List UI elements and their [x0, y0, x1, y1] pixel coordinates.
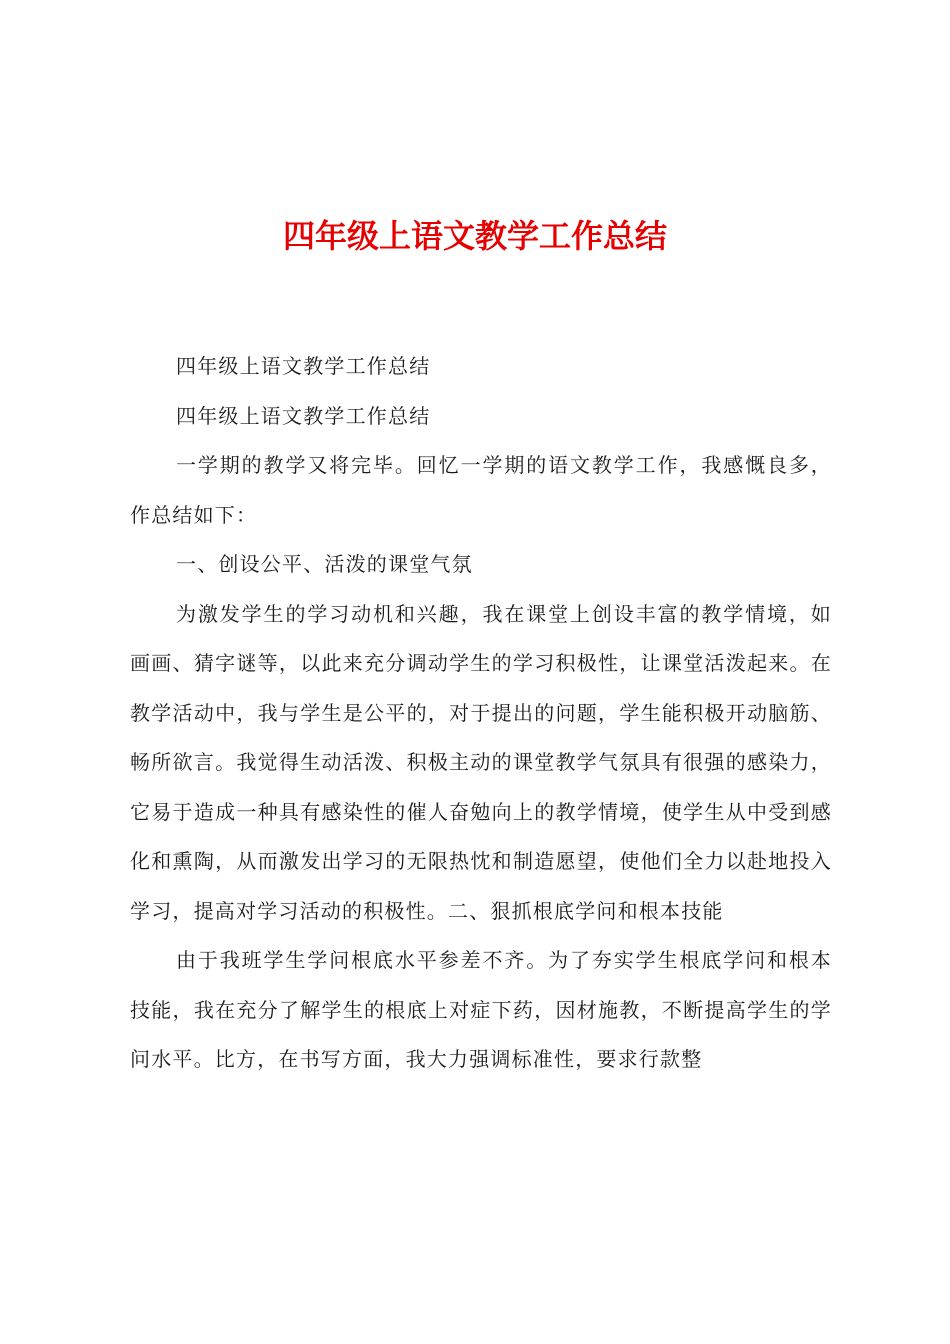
document-body	[130, 342, 832, 1085]
paragraph-intro: 一学期的教学又将完毕。回忆一学期的语文教学工作，我感慨良多，作总结如下：	[130, 453, 832, 527]
paragraph-heading-repeat-2: 四年级上语文教学工作总结	[176, 403, 431, 428]
paragraph-section-1: 为激发学生的学习动机和兴趣，我在课堂上创设丰富的教学情境，如画画、猜字谜等，以此来充分调动学生的学习积极性，让课堂活泼起来。在教学活动中，我与学生是公平的，对于提出的问题，学生能积极开动脑筋、畅所欲言。我觉得生动活泼、积极主动的课堂教学气氛具有很强的感染力，它易于造成一种具有感染性的催人奋勉向上的教学情境，使学生从中受到感化和熏陶，从而激发出学习的无限热忱和制造愿望，使他们全力以赴地投入学习，提高对学习活动的积极性。二、狠抓根底学问和根本技能	[130, 601, 832, 923]
section-heading-1: 一、创设公平、活泼的课堂气氛	[176, 552, 473, 576]
paragraph-heading-repeat-1: 四年级上语文教学工作总结	[176, 354, 431, 378]
paragraph-section-2: 由于我班学生学问根底水平参差不齐。为了夯实学生根底学问和根本技能，我在充分了解学生的根底上对症下药，因材施教，不断提高学生的学问水平。比方，在书写方面，我大力强调标准性，要求行款整	[130, 948, 832, 1071]
document-title: 四年级上语文教学工作总结	[282, 217, 667, 255]
